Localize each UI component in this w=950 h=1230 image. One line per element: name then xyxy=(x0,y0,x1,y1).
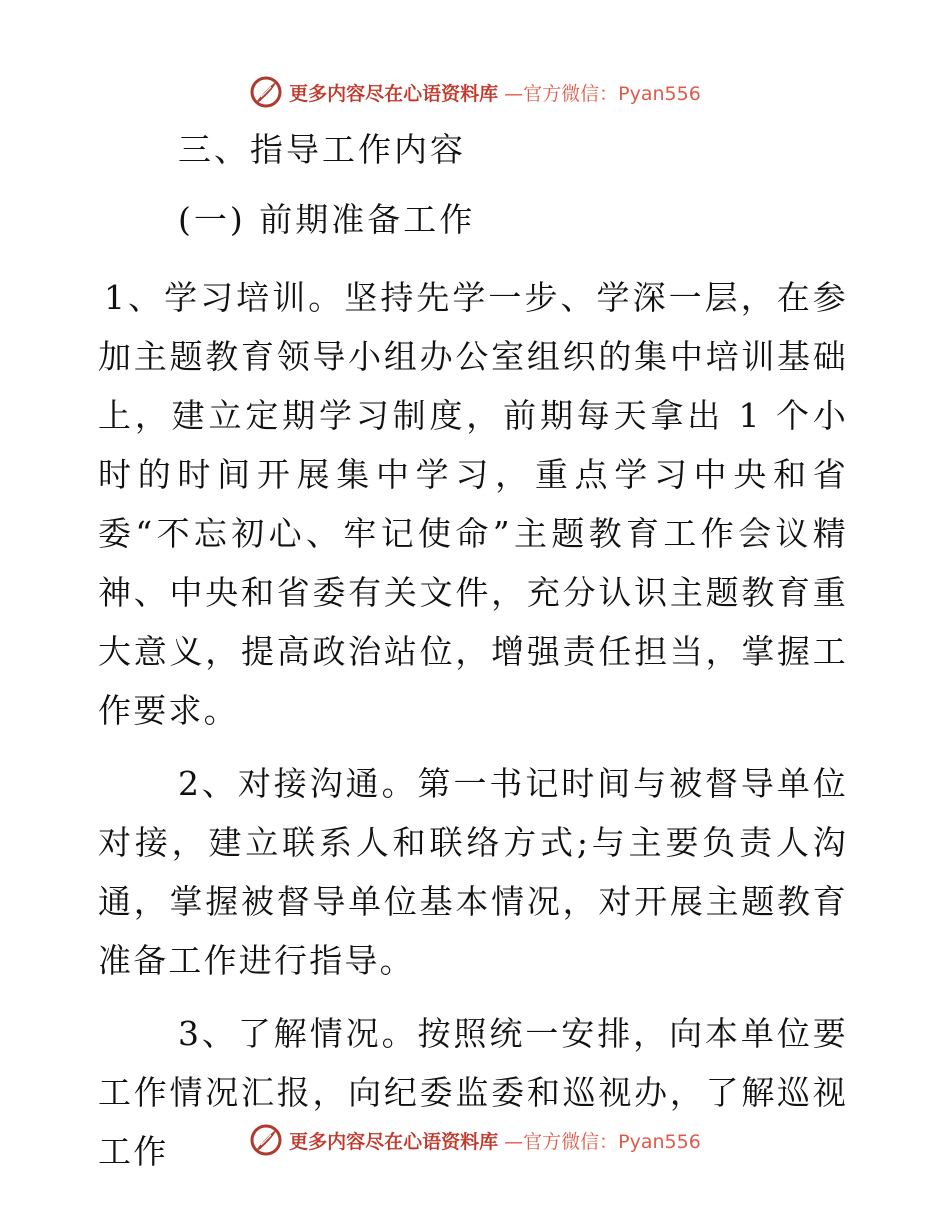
paragraph-understand-situation: 3、了解情况。按照统一安排，向本单位要工作情况汇报，向纪委监委和巡视办，了解巡视工作 xyxy=(98,1014,848,1171)
feather-logo-icon xyxy=(249,1123,283,1157)
watermark-brand: 更多内容尽在心语资料库 xyxy=(289,1130,499,1153)
feather-logo-icon xyxy=(249,75,283,109)
paragraph-study-training: 1、学习培训。坚持先学一步、学深一层，在参加主题教育领导小组办公室组织的集中培训基础上，建立定期学习制度，前期每天拿出 1 个小时的时间开展集中学习，重点学习中央和省委“不忘初心、牢记使命”主题教育工作会议精神、中央和省委有关文件，充分认识主题教育重大意义，提高政治站位，增强责任担当，掌握工作要求。 xyxy=(98,278,849,730)
watermark-contact: —官方微信：Pyan556 xyxy=(504,82,701,105)
watermark-footer xyxy=(0,1120,950,1160)
watermark-header xyxy=(0,72,950,112)
subsection-heading: (一) 前期准备工作 xyxy=(178,200,476,239)
watermark-brand: 更多内容尽在心语资料库 xyxy=(289,82,499,105)
watermark-contact: —官方微信：Pyan556 xyxy=(504,1130,701,1153)
paragraph-liaison: 2、对接沟通。第一书记时间与被督导单位对接，建立联系人和联络方式;与主要负责人沟通，掌握被督导单位基本情况，对开展主题教育准备工作进行指导。 xyxy=(98,764,848,980)
document-body xyxy=(98,122,848,1181)
section-heading: 三、指导工作内容 xyxy=(178,130,466,169)
